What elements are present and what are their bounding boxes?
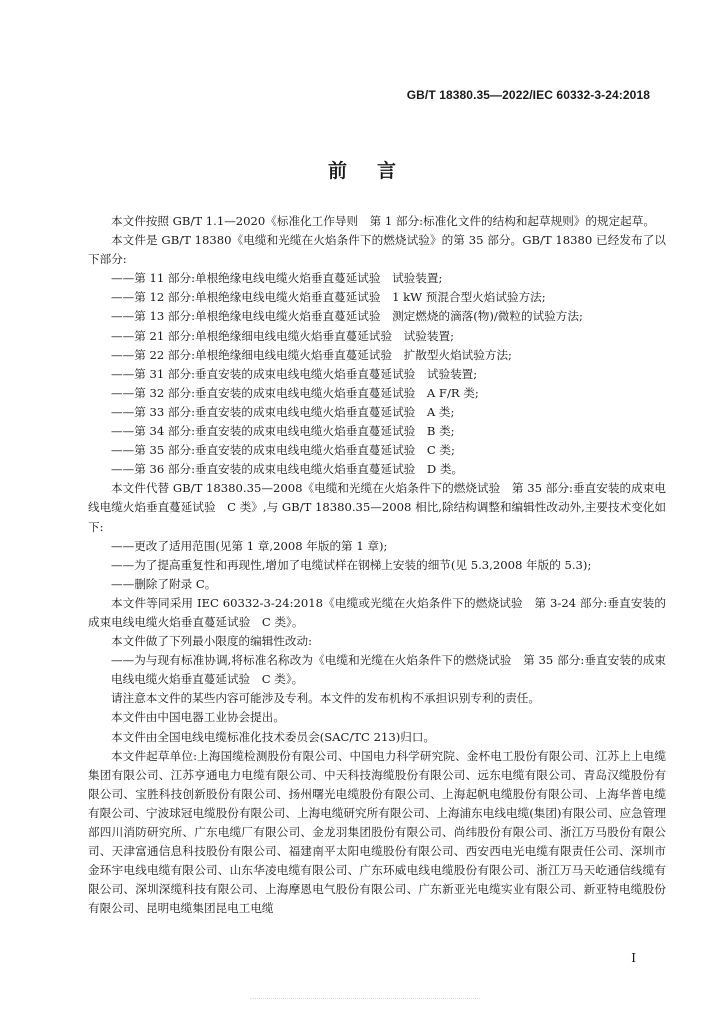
parts-list-item: ——第 11 部分:单根绝缘电线电缆火焰垂直蔓延试验 试验装置;: [111, 271, 443, 286]
parts-list-item: ——第 21 部分:单根绝缘细电线电缆火焰垂直蔓延试验 试验装置;: [111, 328, 454, 343]
parts-list-item: ——第 32 部分:垂直安装的成束电线电缆火焰垂直蔓延试验 A F/R 类;: [111, 385, 479, 400]
change-list-item: ——更改了适用范围(见第 1 章,2008 年版的第 1 章);: [111, 538, 388, 553]
editorial-change-item: ——为与现有标准协调,将标准名称改为《电缆和光缆在火焰条件下的燃烧试验 第 35 部分:垂直安装的成束电线电缆火焰垂直蔓延试验 C 类》。: [111, 653, 666, 687]
adoption-paragraph: 本文件等同采用 IEC 60332-3-24:2018《电缆或光缆在火焰条件下的燃烧试验 第 3-24 部分:垂直安装的成束电线电缆火焰垂直蔓延试验 C 类》。: [88, 595, 666, 629]
proposer-paragraph: 本文件由中国电器工业协会提出。: [111, 710, 285, 725]
change-list-item: ——删除了附录 C。: [111, 576, 217, 591]
scan-bottom-edge: [250, 998, 480, 1011]
page-title: [0, 156, 724, 183]
parts-list-item: ——第 33 部分:垂直安装的成束电线电缆火焰垂直蔓延试验 A 类;: [111, 404, 455, 419]
standard-code: GB/T 18380.35—2022/IEC 60332-3-24:2018: [406, 88, 650, 102]
committee-paragraph: 本文件由全国电线电缆标准化技术委员会(SAC/TC 213)归口。: [111, 729, 436, 744]
replacement-paragraph: 本文件代替 GB/T 18380.35—2008《电缆和光缆在火焰条件下的燃烧试验 第 35 部分:垂直安装的成束电线电缆火焰垂直蔓延试验 C 类》,与 GB/T 18380.35—2008 相比,除结构调整和编辑性改动外,主要技术变化如下:: [88, 481, 666, 534]
parts-list-item: ——第 34 部分:垂直安装的成束电线电缆火焰垂直蔓延试验 B 类;: [111, 424, 455, 439]
foreword-body: [88, 212, 666, 918]
series-intro-paragraph: 本文件是 GB/T 18380《电缆和光缆在火焰条件下的燃烧试验》的第 35 部分。GB/T 18380 已经发布了以下部分:: [88, 233, 666, 267]
parts-list-item: ——第 36 部分:垂直安装的成束电线电缆火焰垂直蔓延试验 D 类。: [111, 462, 464, 477]
title-char-right: 言: [377, 160, 397, 182]
change-list-item: ——为了提高重复性和再现性,增加了电缆试样在钢梯上安装的细节(见 5.3,2008 年版的 5.3);: [111, 557, 592, 572]
drafting-units-paragraph: 本文件起草单位:上海国缆检测股份有限公司、中国电力科学研究院、金杯电工股份有限公司、江苏上上电缆集团有限公司、江苏亨通电力电缆有限公司、中天科技海缆股份有限公司、远东电缆有限公司、青岛汉缆股份有限公司、宝胜科技创新股份有限公司、扬州曙光电缆股份有限公司、上海起帆电缆股份有限公司、上海华普电缆有限公司、宁波球冠电缆股份有限公司、上海电缆研究所有限公司、上海浦东电线电缆(集团)有限公司、应急管理部四川消防研究所、广东电缆厂有限公司、金龙羽集团股份有限公司、尚纬股份有限公司、浙江万马股份有限公司、天津富通信息科技股份有限公司、福建南平太阳电缆股份有限公司、西安西电光电缆有限责任公司、深圳市金环宇电线电缆有限公司、山东华凌电缆有限公司、广东环威电线电缆股份有限公司、浙江万马天屹通信线缆有限公司、深圳深缆科技有限公司、上海摩恩电气股份有限公司、广东新亚光电缆实业有限公司、新亚特电缆股份有限公司、昆明电缆集团昆电工电缆: [88, 748, 666, 916]
patent-notice-paragraph: 请注意本文件的某些内容可能涉及专利。本文件的发布机构不承担识别专利的责任。: [111, 691, 540, 706]
parts-list-item: ——第 31 部分:垂直安装的成束电线电缆火焰垂直蔓延试验 试验装置;: [111, 366, 478, 381]
parts-list-item: ——第 35 部分:垂直安装的成束电线电缆火焰垂直蔓延试验 C 类;: [111, 443, 455, 458]
title-char-left: 前: [327, 160, 347, 182]
parts-list-item: ——第 12 部分:单根绝缘电线电缆火焰垂直蔓延试验 1 kW 预混合型火焰试验方法;: [111, 290, 546, 305]
parts-list-item: ——第 22 部分:单根绝缘细电线电缆火焰垂直蔓延试验 扩散型火焰试验方法;: [111, 347, 512, 362]
editorial-changes-intro: 本文件做了下列最小限度的编辑性改动:: [111, 634, 313, 649]
technical-changes-list: [88, 537, 666, 594]
drafting-rules-paragraph: 本文件按照 GB/T 1.1—2020《标准化工作导则 第 1 部分:标准化文件的结构和起草规则》的规定起草。: [111, 214, 655, 228]
parts-list-item: ——第 13 部分:单根绝缘电线电缆火焰垂直蔓延试验 测定燃烧的滴落(物)/微粒的试验方法;: [111, 309, 583, 324]
parts-list: [88, 269, 666, 479]
page-number: Ⅰ: [631, 951, 636, 965]
